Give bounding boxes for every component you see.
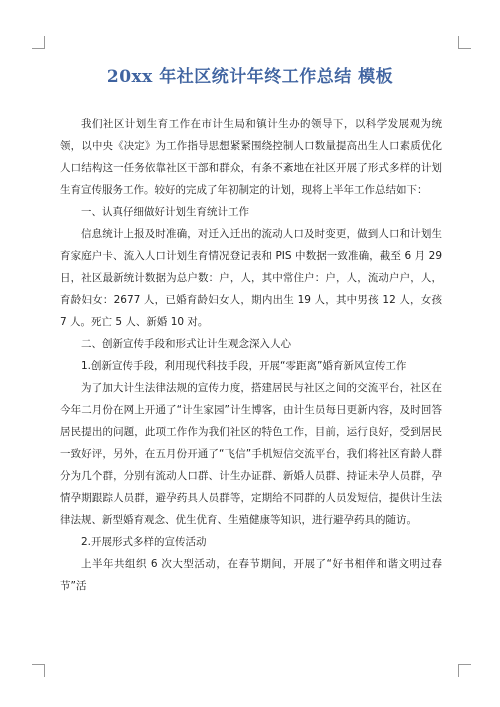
crop-mark-bottom-right: [458, 664, 471, 677]
crop-mark-bottom-left: [32, 664, 45, 677]
section-heading-2: 二、创新宣传手段和形式让计生观念深入人心: [81, 338, 291, 350]
crop-mark-top-left: [32, 36, 45, 49]
crop-mark-top-right: [458, 36, 471, 49]
statistics-paragraph: 信息统计上报及时准确，对迁入迁出的流动人口及时变更，做到人口和计划生育家庭户卡、流入人口计划生育情况登记表和 PIS 中数据一致准确，截至 6 月 29 日，社区最新统计数据为总户数：户，人，其中常住户：户，人，流动户户，人，育龄妇女：2677 人，已婚育龄妇女人，期内出生 19 人，其中男孩 12 人，女孩 7 人。死亡 5 人、新婚 10 对。: [60, 228, 442, 328]
intro-paragraph: 我们社区计划生育工作在市计生局和镇计生办的领导下，以科学发展观为统领，以中央《决定》为工作指导思想紧紧围绕控制人口数量提高出生人口素质优化人口结构这一任务依靠社区干部和群众，有条不紊地在社区开展了形式多样的计划生育宣传服务工作。较好的完成了年初制定的计划，现将上半年工作总结如下：: [60, 118, 442, 196]
subsection-heading-2: 2.开展形式多样的宣传活动: [81, 536, 207, 548]
publicity-paragraph: 为了加大计生法律法规的宣传力度，搭建居民与社区之间的交流平台，社区在今年二月份在网上开通了“计生家园”计生博客，由计生员每日更新内容，及时回答居民提出的问题，此项工作作为我们社区的特色工作，目前，运行良好，受到居民一致好评，另外，在五月份开通了“飞信”手机短信交流平台，我们将社区育龄人群分为几个群，分别有流动人口群、计生办证群、新婚人员群、持证未孕人员群，孕情孕期跟踪人员群，避孕药具人员群等，定期给不同群的人员发短信，提供计生法律法规、新型婚育观念、优生优育、生殖健康等知识，进行避孕药具的随访。: [60, 382, 442, 526]
subsection-heading-1: 1.创新宣传手段，利用现代科技手段，开展“零距离”婚育新风宣传工作: [81, 360, 407, 372]
section-heading-1: 一、认真仔细做好计划生育统计工作: [81, 206, 249, 218]
activities-paragraph: 上半年共组织 6 次大型活动，在春节期间，开展了“好书相伴和谐文明过春节”活: [60, 558, 442, 592]
document-title: 20xx 年社区统计年终工作总结 模板: [106, 67, 394, 87]
document-body: [60, 113, 442, 597]
